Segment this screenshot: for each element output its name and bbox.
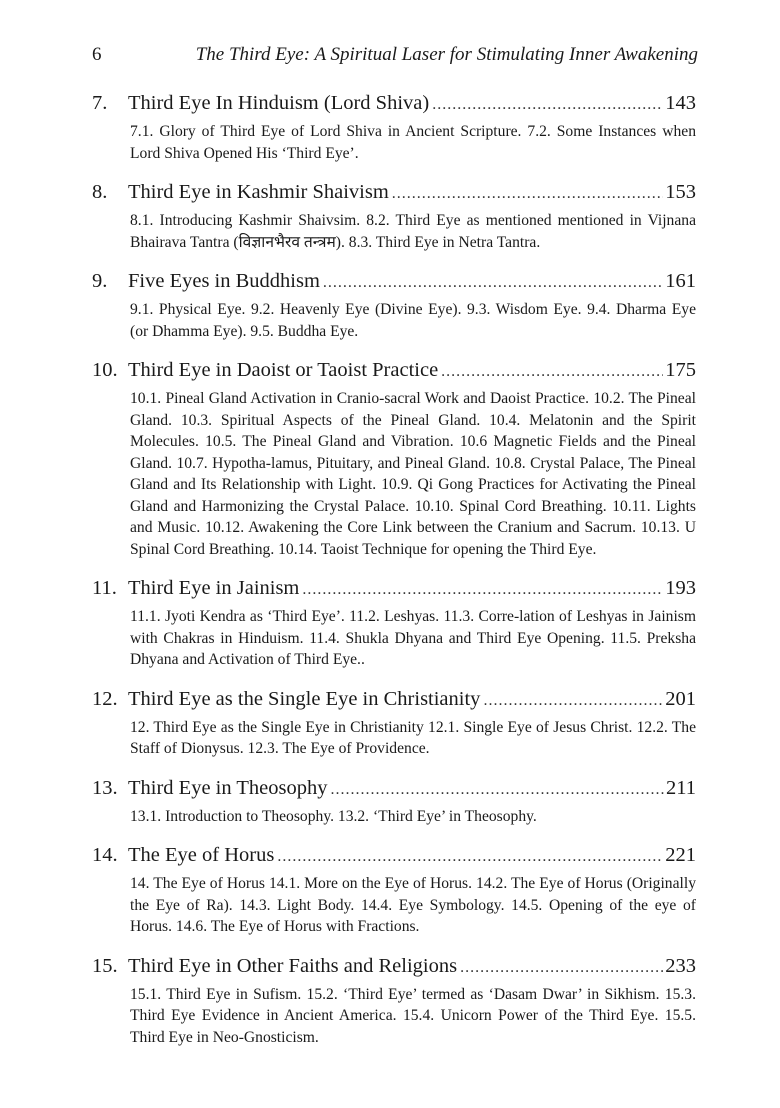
toc-entry-line <box>92 773 696 805</box>
dot-leader <box>277 842 663 872</box>
chapter-subsections: 11.1. Jyoti Kendra as ‘Third Eye’. 11.2. Leshyas. 11.3. Corre-lation of Leshyas in Jainism with Chakras in Hinduism. 11.4. Shukla Dhyana and Third Eye Opening. 11.5. Preksha Dhyana and Activation of Third Eye.. <box>130 608 696 668</box>
toc-entry-line <box>92 840 696 872</box>
toc-entry-line <box>92 573 696 605</box>
toc-entry-line <box>92 951 696 983</box>
chapter-page: 221 <box>665 844 696 866</box>
toc-entry-line <box>92 355 696 387</box>
dot-leader <box>330 775 664 805</box>
chapter-number: 10. <box>92 359 118 381</box>
running-title: The Third Eye: A Spiritual Laser for Stimulating Inner Awakening <box>195 44 698 65</box>
toc-entry-line <box>92 88 696 120</box>
chapter-subsections: 10.1. Pineal Gland Activation in Cranio-sacral Work and Daoist Practice. 10.2. The Pineal Gland. 10.3. Spiritual Aspects of the Pineal Gland. 10.4. Melatonin and the Spirit Molecules. 10.5. The Pineal Gland and Vibration. 10.6 Magnetic Fields and the Pineal Gland. 10.7. Hypotha-lamus, Pituitary, and Pineal Gland. 10.8. Crystal Palace, The Pineal Gland and Its Relationship with Light. 10.9. Qi Gong Practices for Activating the Pineal Gland and Harmonizing the Crystal Palace. 10.10. Spinal Cord Breathing. 10.11. Lights and Music. 10.12. Awakening the Core Link between the Cranium and Sacrum. 10.13. U Spinal Cord Breathing. 10.14. Taoist Technique for opening the Third Eye. <box>130 390 696 558</box>
toc-entry-12 <box>92 684 696 760</box>
toc-entry-10 <box>92 355 696 560</box>
dot-leader <box>432 90 663 120</box>
chapter-number: 11. <box>92 577 117 599</box>
chapter-subsections: 13.1. Introduction to Theosophy. 13.2. ‘Third Eye’ in Theosophy. <box>130 807 537 825</box>
chapter-title: The Eye of Horus <box>128 844 275 866</box>
dot-leader <box>392 179 663 209</box>
chapter-title: Third Eye in Kashmir Shaivism <box>128 181 389 203</box>
chapter-title: Third Eye in Other Faiths and Religions <box>128 954 458 977</box>
chapter-subsections: 12. Third Eye as the Single Eye in Christianity 12.1. Single Eye of Jesus Christ. 12.2. The Staff of Dionysus. 12.3. The Eye of Providence. <box>130 718 696 757</box>
chapter-title: Third Eye In Hinduism (Lord Shiva) <box>128 92 430 114</box>
chapter-page: 161 <box>665 270 696 292</box>
chapter-page: 143 <box>665 92 696 114</box>
chapter-number: 12. <box>92 687 118 710</box>
chapter-number: 9. <box>92 270 108 292</box>
chapter-number: 13. <box>92 776 118 799</box>
chapter-number: 7. <box>92 92 108 114</box>
dot-leader <box>483 686 663 716</box>
toc-entry-line <box>92 266 696 298</box>
chapter-title: Third Eye in Daoist or Taoist Practice <box>128 359 439 381</box>
toc-entry-7 <box>92 88 696 164</box>
toc-entry-13 <box>92 773 696 828</box>
toc-entry-14 <box>92 840 696 938</box>
chapter-page: 211 <box>666 776 696 799</box>
chapter-title: Third Eye in Jainism <box>128 577 300 599</box>
toc-entry-9 <box>92 266 696 342</box>
toc-entry-line <box>92 684 696 716</box>
toc-entry-11 <box>92 573 696 671</box>
chapter-page: 193 <box>665 577 696 599</box>
chapter-page: 233 <box>665 954 696 977</box>
chapter-page: 201 <box>665 687 696 710</box>
chapter-subsections: 14. The Eye of Horus 14.1. More on the Eye of Horus. 14.2. The Eye of Horus (Originally the Eye of Ra). 14.3. Light Body. 14.4. Eye Symbology. 14.5. Opening of the eye of Horus. 14.6. The Eye of Horus with Fractions. <box>130 875 696 935</box>
chapter-page: 153 <box>665 181 696 203</box>
chapter-subsections: 8.1. Introducing Kashmir Shaivsim. 8.2. Third Eye as mentioned mentioned in Vijnana Bhairava Tantra (विज्ञानभैरव तन्त्रम). 8.3. Third Eye in Netra Tantra. <box>130 212 696 251</box>
table-of-contents <box>92 88 696 1061</box>
chapter-page: 175 <box>665 359 696 381</box>
chapter-subsections: 7.1. Glory of Third Eye of Lord Shiva in Ancient Scripture. 7.2. Some Instances when Lord Shiva Opened His ‘Third Eye’. <box>130 123 696 162</box>
toc-entry-15 <box>92 951 696 1049</box>
dot-leader <box>441 357 663 387</box>
chapter-subsections: 9.1. Physical Eye. 9.2. Heavenly Eye (Divine Eye). 9.3. Wisdom Eye. 9.4. Dharma Eye (or Dhamma Eye). 9.5. Buddha Eye. <box>130 301 696 340</box>
page-number: 6 <box>92 44 102 65</box>
chapter-title: Third Eye as the Single Eye in Christianity <box>128 687 481 710</box>
chapter-subsections: 15.1. Third Eye in Sufism. 15.2. ‘Third Eye’ termed as ‘Dasam Dwar’ in Sikhism. 15.3. Third Eye Evidence in Ancient America. 15.4. Unicorn Power of the Third Eye. 15.5. Third Eye in Neo-Gnosticism. <box>130 985 696 1046</box>
chapter-number: 15. <box>92 954 118 977</box>
page-header <box>92 44 698 74</box>
dot-leader <box>460 953 663 983</box>
toc-entry-line <box>92 177 696 209</box>
chapter-title: Five Eyes in Buddhism <box>128 270 320 292</box>
chapter-number: 14. <box>92 844 118 866</box>
dot-leader <box>302 575 663 605</box>
dot-leader <box>323 268 663 298</box>
chapter-title: Third Eye in Theosophy <box>128 776 328 799</box>
chapter-number: 8. <box>92 181 108 203</box>
toc-entry-8 <box>92 177 696 253</box>
